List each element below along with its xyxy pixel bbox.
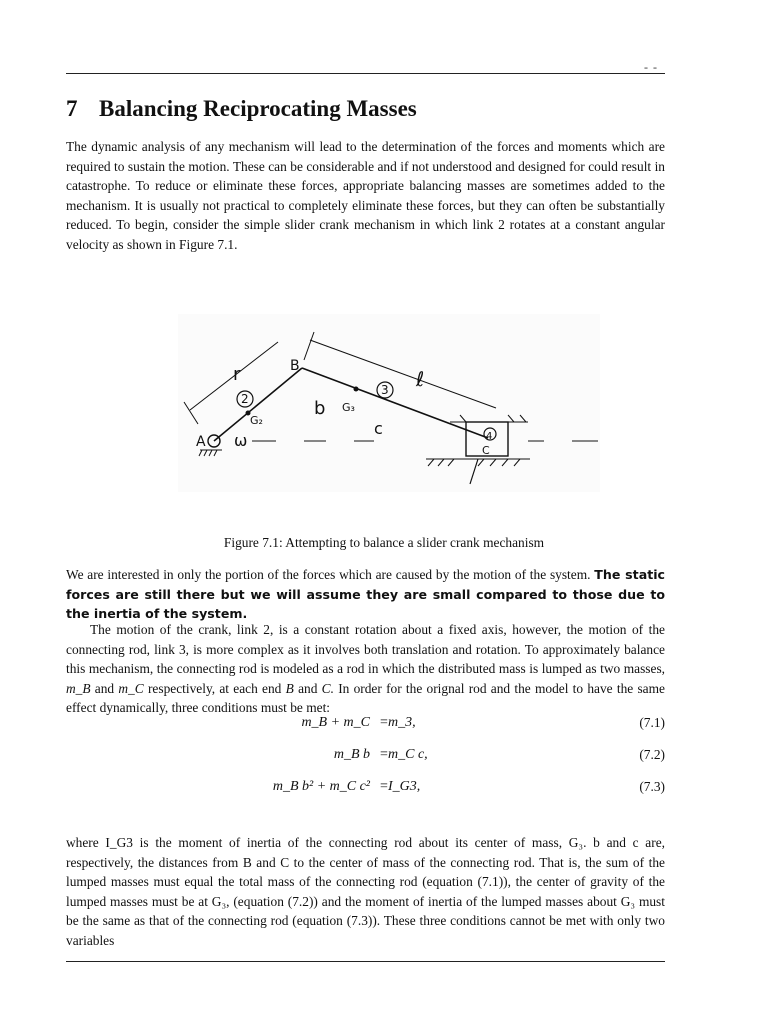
figure-caption: Figure 7.1: Attempting to balance a slider crank mechanism: [223, 535, 545, 550]
eq1-equals: =: [380, 715, 388, 730]
motion-bold-text: The static forces are still there but we will assume they are small compared to those due to the inertia of the system.: [66, 567, 666, 621]
intro-paragraph: The dynamic analysis of any mechanism will lead to the determination of the forces and moments which are required to sustain the motion. These can be considerable and if not understood and designed for could result in catastrophe. To reduce or eliminate these forces, appropriate balancing masses are sometimes added to the mechanism. It is usually not practical to completely eliminate these forces, but they can often be substantially reduced. To begin, consider the simple slider crank mechanism in which link 2 rotates at a constant angular velocity as shown in Figure 7.1.: [66, 139, 665, 252]
symbol-c: C.: [321, 680, 334, 696]
eq1-rhs: m_3,: [388, 715, 416, 730]
figure-slider-crank: [178, 314, 600, 492]
eq3-lhs: m_B b² + m_C c²: [272, 779, 370, 794]
label-g3: G₃: [342, 401, 355, 414]
label-l: ℓ: [416, 367, 425, 391]
section-title: [66, 96, 417, 122]
symbol-b: B: [285, 680, 294, 696]
model-and: and: [94, 680, 115, 696]
equation-7-1: [280, 715, 665, 737]
eq2-rhs: m_C c,: [388, 747, 428, 762]
eq1-lhs: m_B + m_C: [301, 715, 370, 730]
eq2-number: (7.2): [639, 747, 665, 762]
where-paragraph: where I_G3 is the moment of inertia of the connecting rod about its center of mass, G₃. b and c are, respectively, the distances from B and C to the center of mass of the connecting rod. That is, the sum of the lumped masses must equal the total mass of the connecting rod (equation (7.1)), the center of gravity of the lumped masses must be at G₃, (equation (7.2)) and the moment of inertia of the lumped masses about G₃ must be the same as that of the connecting rod (equation (7.3)). These three conditions cannot be met with only two variables: [66, 835, 665, 948]
symbol-mb: m_B: [66, 680, 91, 696]
symbol-mc: m_C: [118, 680, 144, 696]
model-text-3: In order for the orignal rod and the model to have the same effect dynamically, three conditions must be met:: [66, 680, 665, 715]
motion-paragraph: [66, 565, 665, 624]
label-c-upper: C: [482, 444, 490, 457]
model-paragraph: [66, 620, 665, 718]
corner-mark: - -: [644, 60, 658, 74]
dim-l-line: [310, 340, 496, 408]
label-b: b: [314, 398, 326, 419]
model-and-2: and: [298, 680, 318, 696]
ground-hatch-a: [199, 450, 222, 456]
g3-dot: [354, 387, 359, 392]
eq1-number: (7.1): [639, 715, 665, 730]
model-text-2: respectively, at each end: [147, 680, 282, 696]
label-b-upper: B: [290, 358, 300, 374]
label-g2: G₂: [250, 414, 263, 427]
slider-crank-diagram: [178, 314, 600, 492]
eq3-number: (7.3): [639, 779, 665, 794]
eq2-equals: =: [380, 747, 388, 762]
label-r: r: [233, 364, 241, 385]
dim-l-ext: [304, 332, 314, 360]
top-rule: [66, 73, 665, 74]
label-link-2: 2: [241, 392, 249, 406]
label-link-3: 3: [381, 383, 389, 397]
motion-text: We are interested in only the portion of the forces which are caused by the motion of the system.: [66, 567, 591, 582]
section-number: 7: [66, 96, 78, 121]
equation-7-2: [280, 747, 665, 769]
eq3-equals: =: [380, 779, 388, 794]
bottom-rule: [66, 961, 665, 962]
label-omega: ω: [234, 431, 248, 450]
equation-7-3: [272, 779, 665, 801]
label-a: A: [196, 434, 206, 450]
label-link-4: 4: [486, 431, 493, 442]
label-c: c: [374, 419, 383, 438]
slider-arrow: [470, 459, 478, 484]
eq3-rhs: I_G3,: [388, 779, 421, 794]
eq2-lhs: m_B b: [333, 747, 370, 762]
section-title-text: Balancing Reciprocating Masses: [99, 96, 417, 121]
connecting-rod-link-3: [302, 368, 488, 438]
model-text-1: The motion of the crank, link 2, is a constant rotation about a fixed axis, however, the motion of the connecting rod, link 3, is more complex as it involves both translation and rotation. To approximately balance this mechanism, the connecting rod is modeled as a rod in which the distributed mass is lumped as two masses,: [66, 622, 665, 676]
crank-link-2: [214, 368, 302, 441]
